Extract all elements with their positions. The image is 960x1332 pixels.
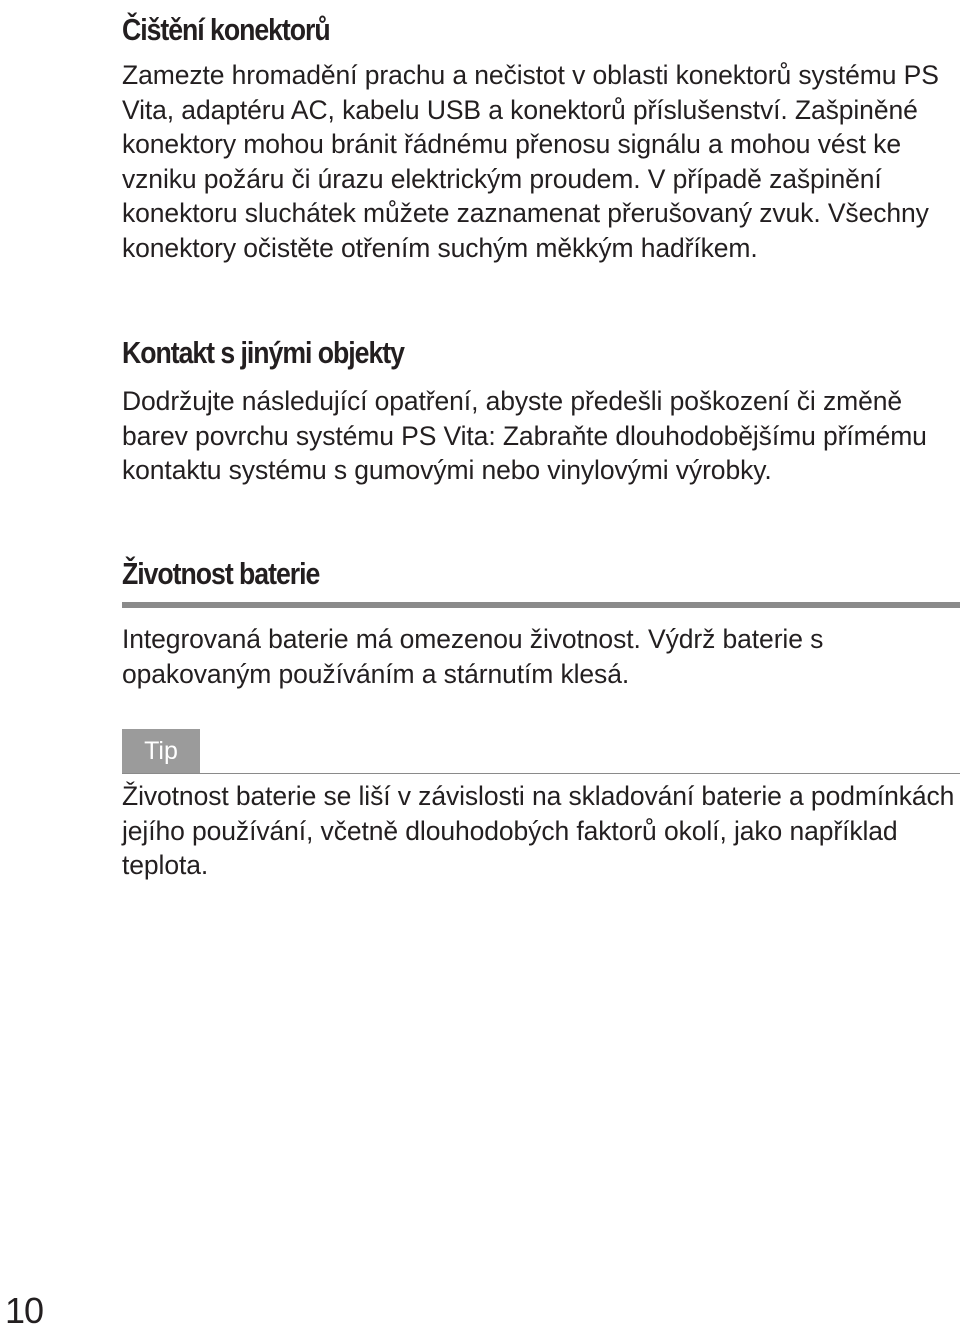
- page-number: 10: [5, 1290, 44, 1331]
- section-heading-connector-cleaning: Čištění konektorů: [122, 12, 330, 47]
- section-body-battery-life: Integrovaná baterie má omezenou životnost. Výdrž baterie s opakovaným používáním a stárnutím klesá.: [122, 624, 824, 689]
- tip-body: Životnost baterie se liší v závislosti na skladování baterie a podmínkách jejího používání, včetně dlouhodobých faktorů okolí, jako například teplota.: [122, 781, 955, 880]
- section-body-connector-cleaning: Zamezte hromadění prachu a nečistot v oblasti konektorů systému PS Vita, adaptéru AC, kabelu USB a konektorů příslušenství. Zašpiněné konektory mohou bránit řádnému přenosu signálu a mohou vést ke vzniku požáru či úrazu elektrickým proudem. V případě zašpinění konektoru sluchátek můžete zaznamenat přerušovaný zvuk. Všechny konektory očistěte otřením suchým měkkým hadříkem.: [122, 60, 939, 263]
- tip-badge: Tip: [122, 729, 200, 773]
- tip-divider: [122, 773, 960, 774]
- section-heading-contact-with-objects: Kontakt s jinými objekty: [122, 335, 404, 370]
- section-body-contact-with-objects: Dodržujte následující opatření, abyste předešli poškození či změně barev povrchu systému PS Vita: Zabraňte dlouhodobějšímu přímému kontaktu systému s gumovými nebo vinylovými výrobky.: [122, 386, 927, 485]
- section-heading-battery-life: Životnost baterie: [122, 556, 320, 591]
- section-divider: [122, 602, 960, 608]
